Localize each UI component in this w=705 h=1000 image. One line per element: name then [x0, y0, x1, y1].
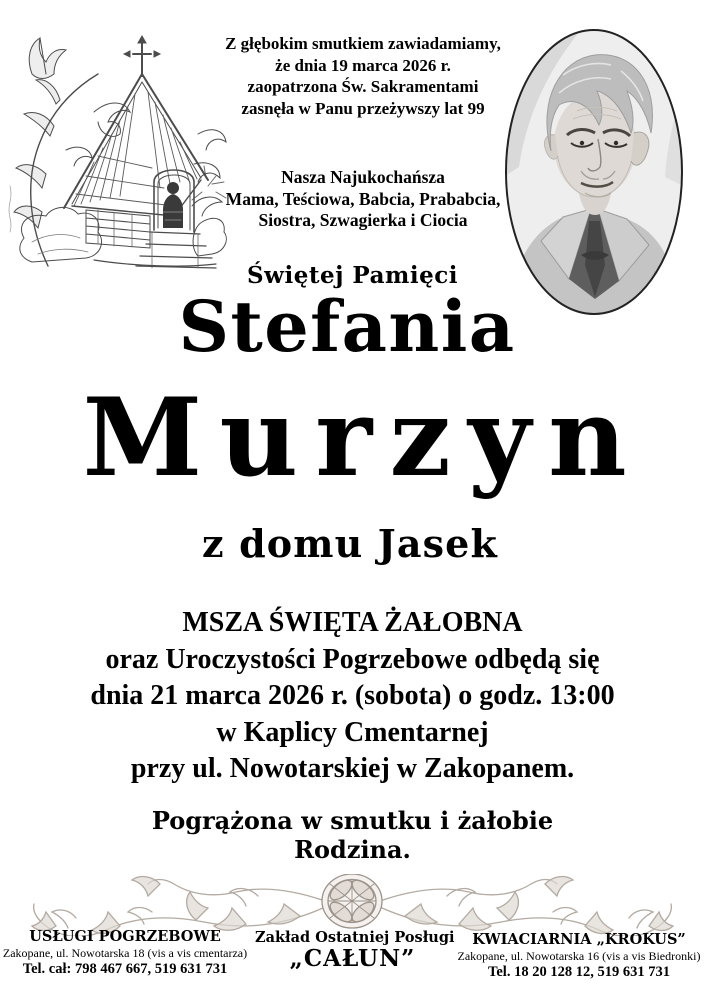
funeral-line: MSZA ŚWIĘTA ŻAŁOBNA: [182, 607, 523, 638]
relations-line: Mama, Teściowa, Babcia, Prababcia,: [225, 188, 501, 209]
maiden-name: z domu Jasek: [202, 521, 498, 566]
funeral-line: w Kaplicy Cmentarnej: [216, 716, 489, 748]
footer-florist: [453, 931, 705, 981]
mourning-block: [0, 806, 705, 864]
mourning-line: Rodzina.: [294, 835, 411, 864]
last-service-title: Zakład Ostatniej Posługi: [255, 929, 455, 946]
announcement-line: że dnia 19 marca 2026 r.: [275, 55, 451, 75]
florist-title: KWIACIARNIA „KROKUS”: [472, 931, 686, 948]
funeral-home-phone: Tel. cał: 798 467 667, 519 631 731: [22, 961, 228, 977]
florist-phone: Tel. 18 20 128 12, 519 631 731: [488, 964, 670, 980]
memory-label: Świętej Pamięci: [247, 262, 458, 289]
funeral-home-address: Zakopane, ul. Nowotarska 18 (vis a vis cmentarza): [2, 946, 248, 960]
announcement-line: zaopatrzona Św. Sakramentami: [247, 77, 479, 96]
funeral-details-block: [0, 605, 705, 788]
floral-divider-icon: [0, 874, 705, 936]
footer-last-service: [255, 929, 455, 972]
mourning-line: Pogrążona w smutku i żałobie: [151, 806, 554, 835]
deceased-first-name: Stefania: [178, 285, 516, 368]
announcement-block: [160, 33, 566, 119]
announcement-line: zasnęła w Panu przeżywszy lat 99: [241, 98, 485, 118]
deceased-last-name: Murzyn: [82, 375, 644, 501]
funeral-line: dnia 21 marca 2026 r. (sobota) o godz. 13:00: [90, 680, 615, 711]
last-service-name: „CAŁUN”: [289, 945, 416, 972]
relations-line: Nasza Najukochańsza: [281, 167, 445, 187]
announcement-line: Z głębokim smutkiem zawiadamiamy,: [225, 34, 501, 53]
funeral-line: oraz Uroczystości Pogrzebowe odbędą się: [105, 643, 600, 675]
florist-address: Zakopane, ul. Nowotarska 16 (vis a vis Biedronki): [457, 949, 701, 963]
funeral-home-title: USŁUGI POGRZEBOWE: [29, 928, 221, 945]
relations-block: [160, 167, 566, 232]
relations-line: Siostra, Szwagierka i Ciocia: [258, 210, 468, 230]
footer-funeral-home: [0, 928, 250, 978]
funeral-line: przy ul. Nowotarskiej w Zakopanem.: [130, 753, 575, 784]
